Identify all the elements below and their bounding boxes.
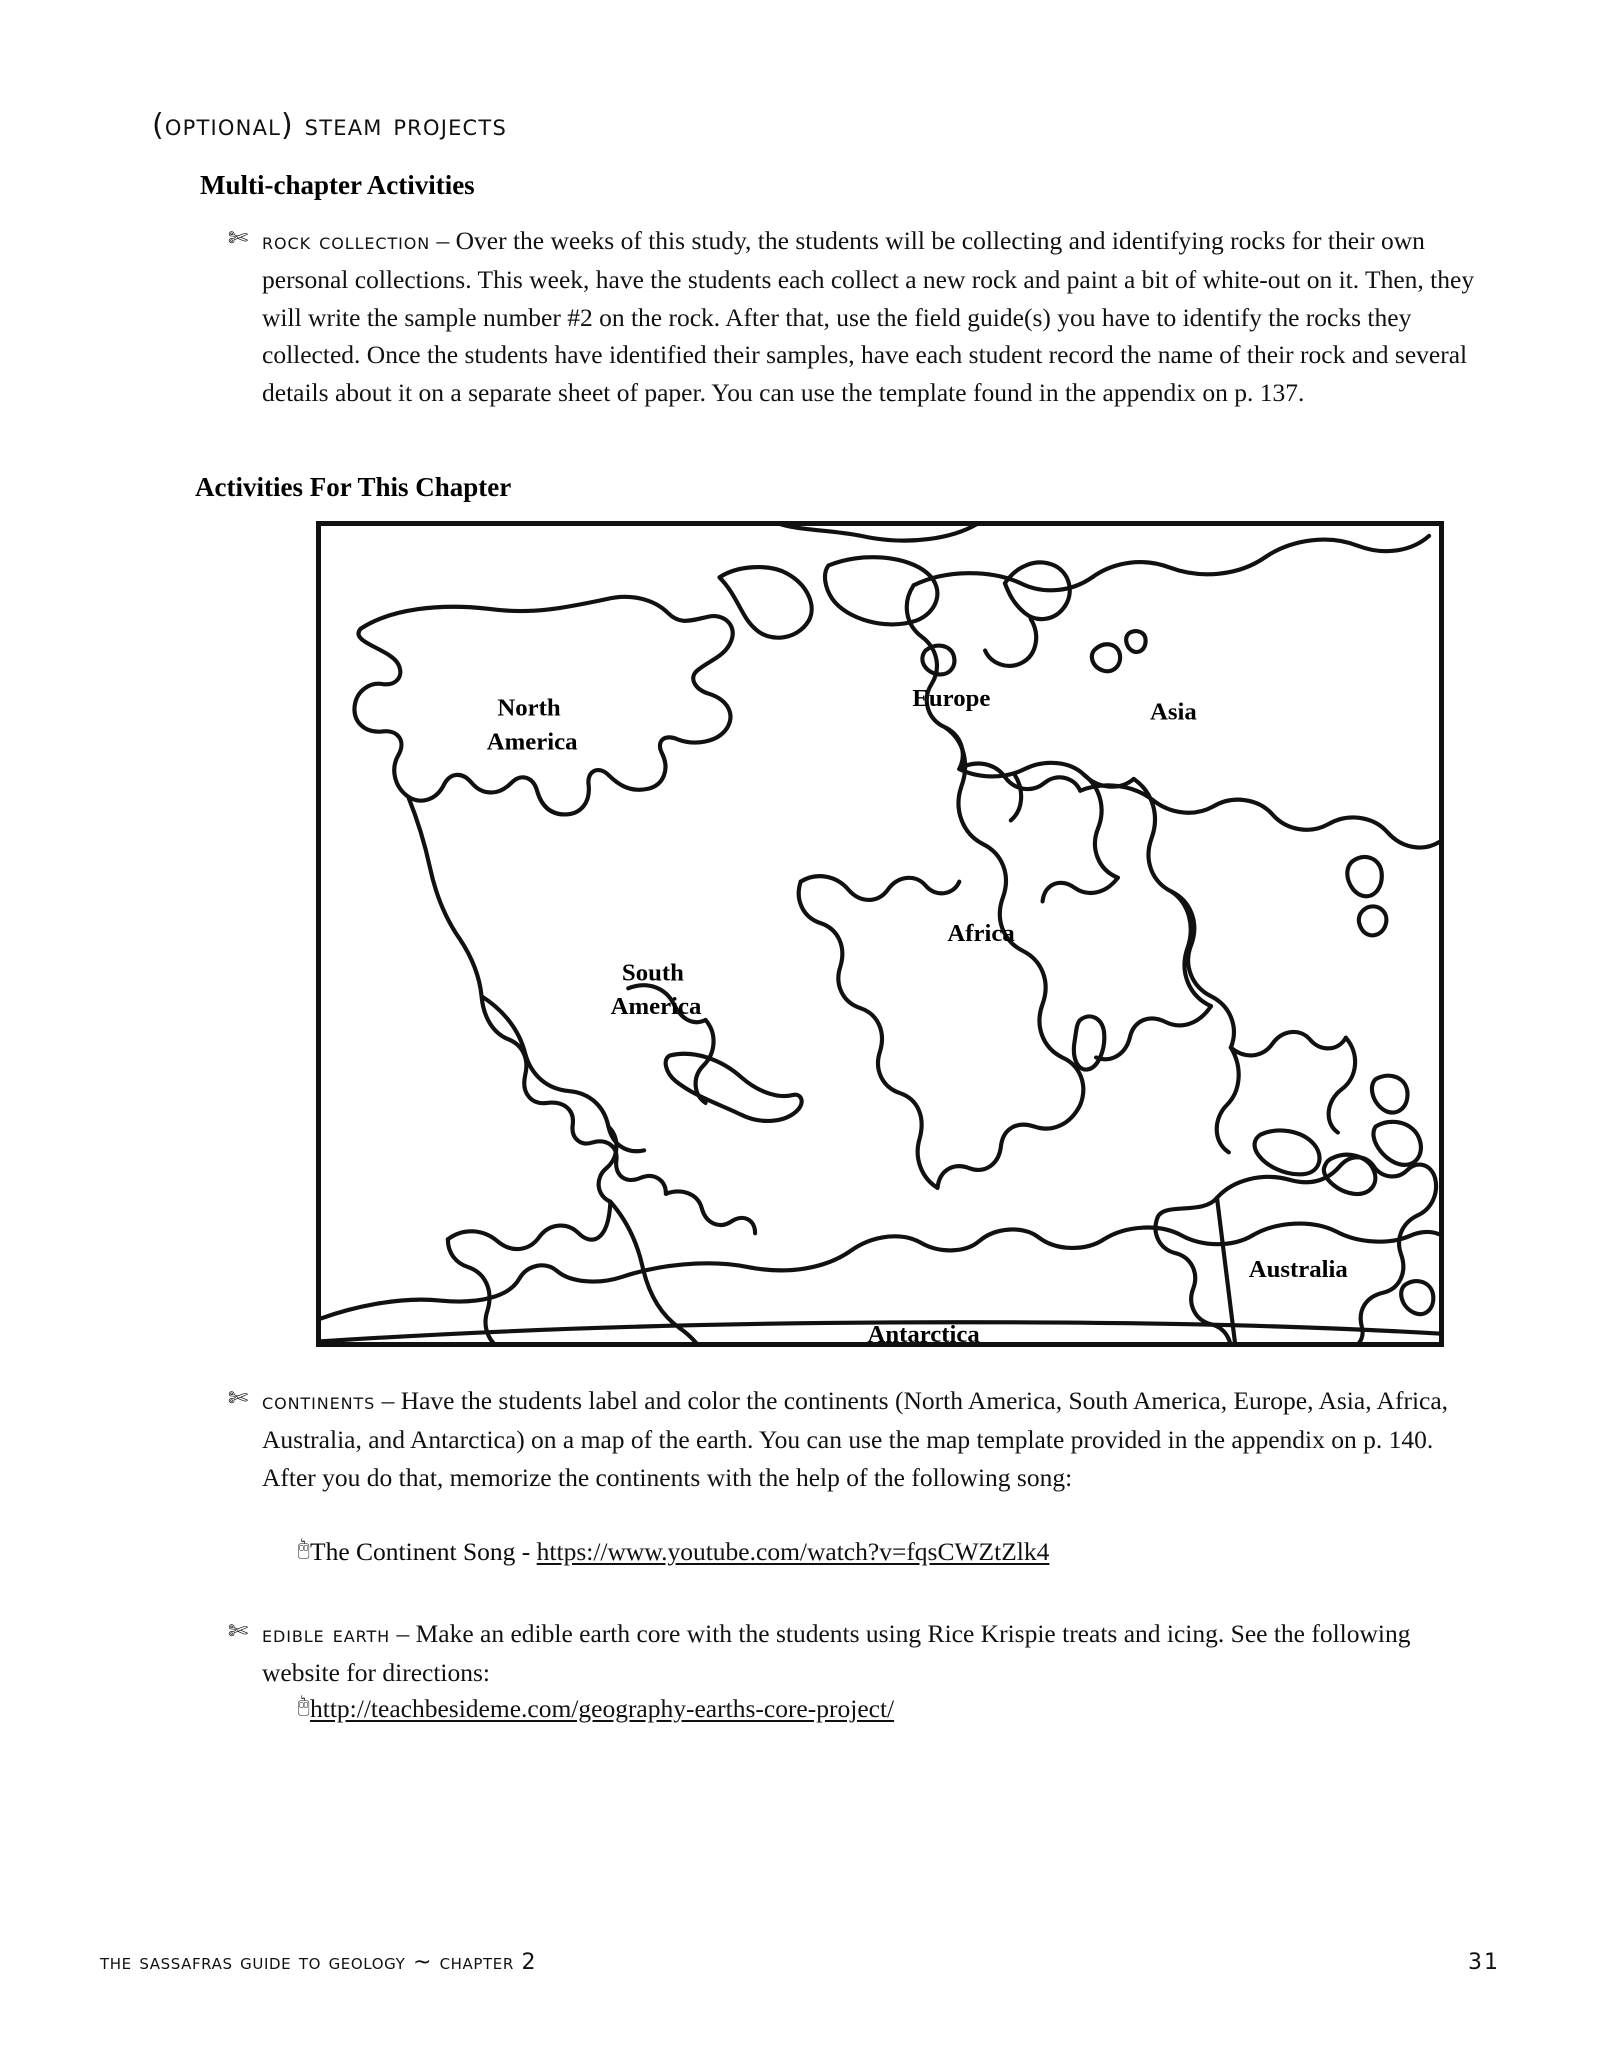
mouse-icon: 🖰 xyxy=(297,1693,310,1717)
activity-dash: – xyxy=(375,1386,401,1415)
map-label-south-america-line1: South xyxy=(621,959,684,987)
edible-earth-url[interactable]: http://teachbesideme.com/geography-earths-core-project/ xyxy=(310,1694,895,1723)
activity-rock-collection xyxy=(228,222,1490,411)
link-row xyxy=(310,1691,894,1727)
link-row xyxy=(310,1534,1049,1570)
activity-description: Make an edible earth core with the students using Rice Krispie treats and icing. See the following website for directions: xyxy=(262,1619,1411,1688)
continent-song-url[interactable]: https://www.youtube.com/watch?v=fqsCWZtZlk4 xyxy=(536,1537,1050,1566)
resource-link-continent-song xyxy=(276,1534,1049,1570)
activity-text xyxy=(262,1615,1484,1692)
section-heading-activities: Activities For This Chapter xyxy=(195,472,512,502)
scissors-icon: ✄ xyxy=(228,1617,249,1645)
activity-continents xyxy=(228,1382,1490,1496)
map-label-australia: Australia xyxy=(1248,1255,1348,1283)
mouse-icon: 🖰 xyxy=(297,1536,310,1560)
section-heading-multi-chapter: Multi-chapter Activities xyxy=(200,170,475,200)
activity-dash: – xyxy=(390,1619,416,1648)
map-label-south-america-line2: America xyxy=(610,993,702,1021)
map-label-africa: Africa xyxy=(947,919,1015,947)
map-label-europe: Europe xyxy=(912,684,991,712)
footer-book-title: the sassafras guide to geology ~ chapter 2 xyxy=(100,1950,537,1975)
footer-page-number: 31 xyxy=(1468,1950,1500,1975)
map-label-asia: Asia xyxy=(1149,698,1197,726)
resource-link-edible-earth xyxy=(276,1691,894,1727)
map-label-antarctica: Antarctica xyxy=(867,1321,980,1342)
map-label-north-america-line2: America xyxy=(486,728,578,756)
scissors-icon: ✄ xyxy=(228,224,249,252)
activity-text xyxy=(262,222,1490,411)
activity-edible-earth xyxy=(228,1615,1490,1692)
activity-title-rock-collection: rock collection xyxy=(262,229,431,255)
activity-description: Over the weeks of this study, the students will be collecting and identifying rocks for their own personal collections. This week, have the students each collect a new rock and paint a bit of white-out on it. Then, they will write the sample number #2 on the rock. After that, use the field guide(s) you have to identify the rocks they collected. Once the students have identified their samples, have each student record the name of their rock and several details about it on a separate sheet of paper. You can use the template found in the appendix on p. 137. xyxy=(262,226,1475,407)
link-label: The Continent Song - xyxy=(310,1537,537,1566)
map-label-north-america xyxy=(487,695,578,756)
activity-title-edible-earth: edible earth xyxy=(262,1622,391,1648)
scissors-icon: ✄ xyxy=(228,1384,249,1412)
world-map-image xyxy=(316,521,1444,1347)
page-title: (optional) steam projects xyxy=(152,108,507,143)
activity-dash: – xyxy=(430,226,456,255)
activity-description: Have the students label and color the continents (North America, South America, Europe, Asia, Africa, Australia, and Antarctica) on a map of the earth. You can use the map template provided in the appendix on p. 140. After you do that, memorize the continents with the help of the following song: xyxy=(262,1386,1449,1492)
map-label-north-america-line1: North xyxy=(497,694,561,722)
activity-title-continents: continents xyxy=(262,1389,376,1415)
activity-text xyxy=(262,1382,1484,1496)
